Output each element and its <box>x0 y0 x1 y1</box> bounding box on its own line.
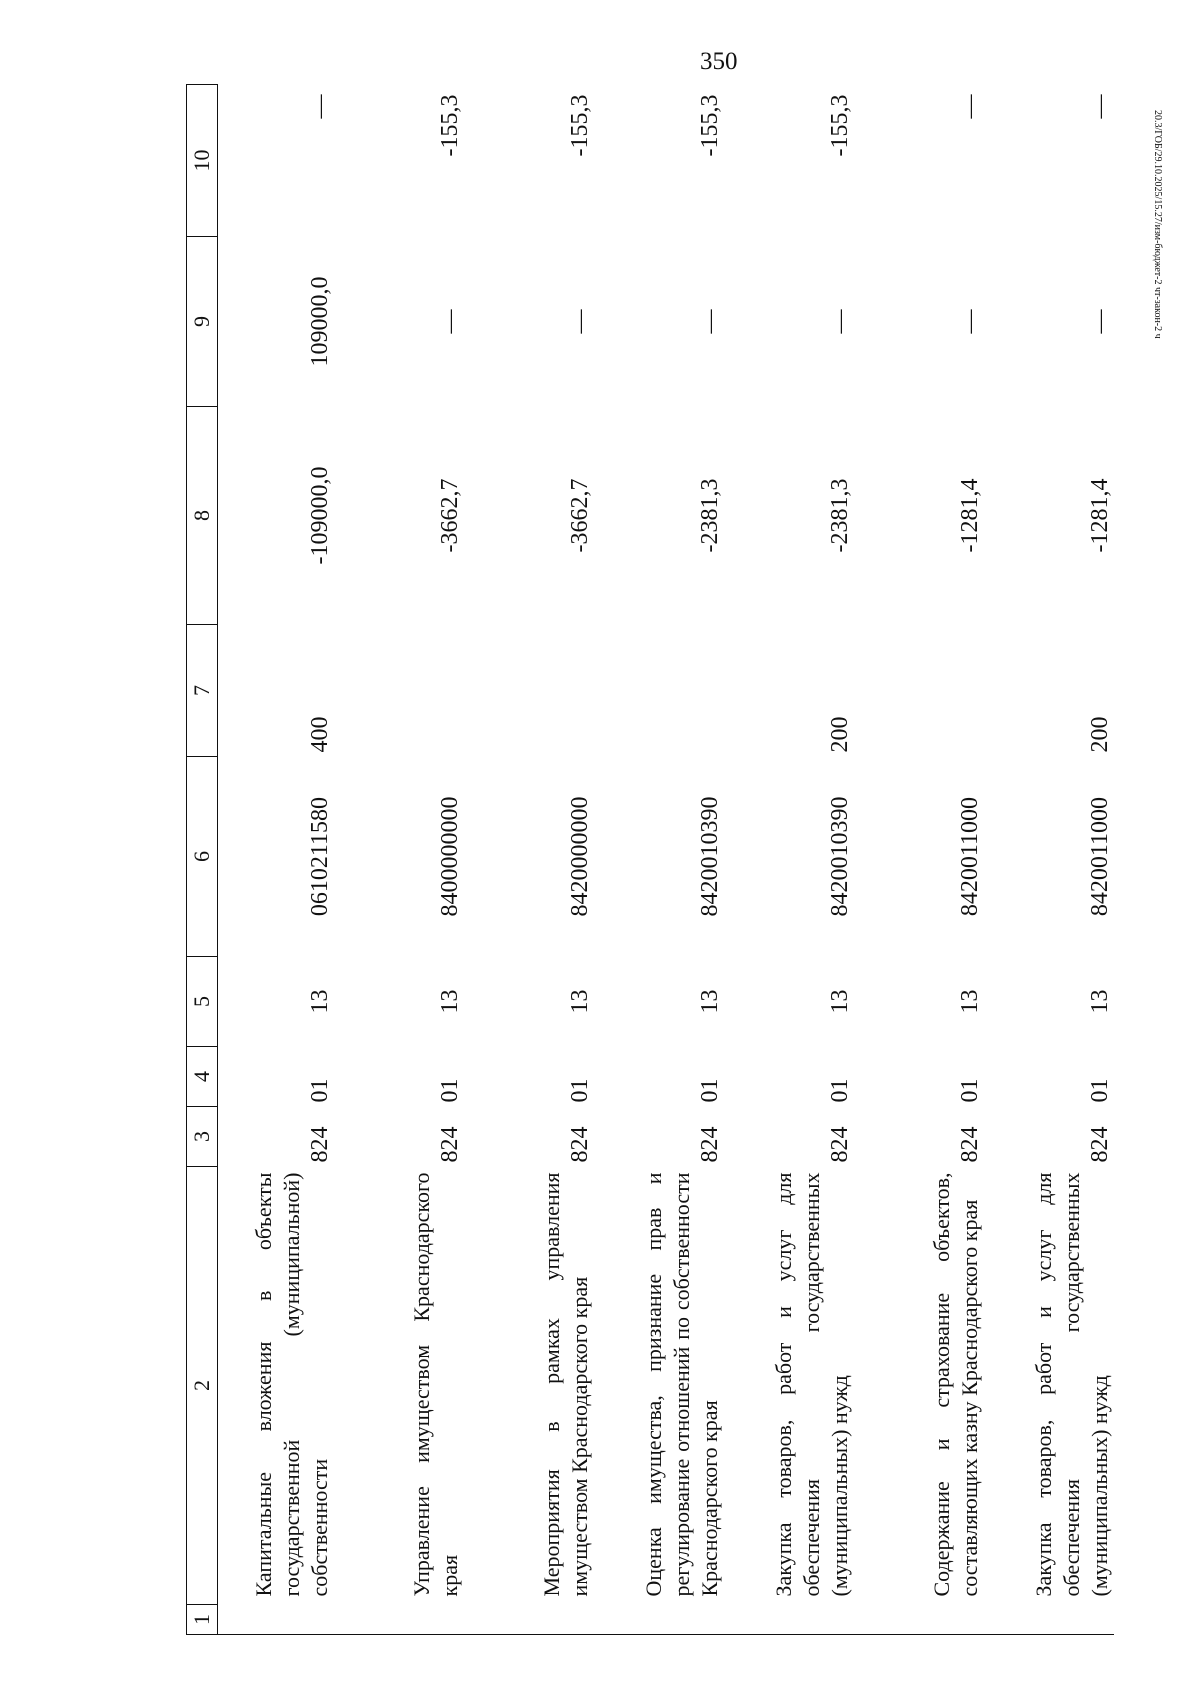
row-description: Капитальные вложения в объекты государственной (муниципальной) собственности <box>250 1172 332 1597</box>
cell-amount-col10: -155,3 <box>436 94 463 157</box>
budget-table <box>186 84 1114 1635</box>
cell-amount-col9: 109000,0 <box>306 276 333 367</box>
cell-amount-col10: -155,3 <box>826 94 853 157</box>
cell-ministry-code: 824 <box>956 1126 983 1163</box>
row-number-cell <box>984 1605 1114 1635</box>
cell-amount-col8: -3662,7 <box>436 478 463 553</box>
cell-amount-col10: — <box>1086 94 1113 119</box>
cell-target-article: 8420000000 <box>566 796 593 917</box>
cell-section-code: 01 <box>956 1078 983 1103</box>
cell-amount-col9: — <box>1086 309 1113 334</box>
cell-amount-col8: -2381,3 <box>696 478 723 553</box>
table-row <box>724 85 854 1635</box>
cell-amount-col9: — <box>956 309 983 334</box>
cell-subsection-code: 13 <box>1086 989 1113 1014</box>
header-col-10: 10 <box>187 85 218 237</box>
header-col-3: 3 <box>187 1107 218 1167</box>
cell-section-code: 01 <box>306 1078 333 1103</box>
cell-expense-type: 200 <box>826 716 853 753</box>
cell-subsection-code: 13 <box>826 989 853 1014</box>
table-row <box>218 85 334 1635</box>
cell-amount-col8: -1281,4 <box>956 478 983 553</box>
cell-amount-col9: — <box>696 309 723 334</box>
cell-section-code: 01 <box>566 1078 593 1103</box>
cell-amount-col8: -3662,7 <box>566 478 593 553</box>
cell-amount-col10: — <box>306 94 333 119</box>
page-number: 350 <box>700 48 738 75</box>
cell-ministry-code: 824 <box>436 1126 463 1163</box>
row-number-cell <box>218 1605 334 1635</box>
cell-subsection-code: 13 <box>436 989 463 1014</box>
cell-subsection-code: 13 <box>306 989 333 1014</box>
row-number-cell <box>594 1605 724 1635</box>
cell-amount-col8: -109000,0 <box>306 466 333 565</box>
header-col-6: 6 <box>187 757 218 957</box>
document-code: 20.3/ГОБ/29.10.2025/15.27/изм-бюджет-2 чт-закон-2 ч <box>1152 110 1163 339</box>
cell-expense-type <box>594 625 724 757</box>
header-row <box>187 85 218 1635</box>
cell-expense-type <box>854 625 984 757</box>
cell-amount-col9: — <box>566 309 593 334</box>
cell-target-article: 8420011000 <box>956 796 983 917</box>
row-description: Содержание и страхование объектов, составляющих казну Краснодарского края <box>928 1172 982 1597</box>
header-col-9: 9 <box>187 237 218 407</box>
cell-ministry-code: 824 <box>826 1126 853 1163</box>
cell-target-article: 8420010390 <box>696 796 723 917</box>
cell-amount-col10: -155,3 <box>566 94 593 157</box>
cell-ministry-code: 824 <box>566 1126 593 1163</box>
cell-section-code: 01 <box>1086 1078 1113 1103</box>
cell-amount-col10: — <box>956 94 983 119</box>
cell-section-code: 01 <box>436 1078 463 1103</box>
table-row <box>464 85 594 1635</box>
table-row <box>854 85 984 1635</box>
cell-expense-type: 200 <box>1086 716 1113 753</box>
row-description: Закупка товаров, работ и услуг для обеспечения государственных (муниципальных) нужд <box>770 1172 852 1597</box>
header-col-8: 8 <box>187 407 218 625</box>
cell-expense-type: 400 <box>306 716 333 753</box>
budget-table-container <box>186 85 1113 1635</box>
cell-ministry-code: 824 <box>306 1126 333 1163</box>
cell-ministry-code: 824 <box>696 1126 723 1163</box>
table-row <box>984 85 1114 1635</box>
header-col-4: 4 <box>187 1047 218 1107</box>
cell-target-article: 8420011000 <box>1086 796 1113 917</box>
row-description: Закупка товаров, работ и услуг для обеспечения государственных (муниципальных) нужд <box>1030 1172 1112 1597</box>
row-description: Мероприятия в рамках управления имуществом Краснодарского края <box>538 1172 592 1597</box>
row-description: Оценка имущества, признание прав и регулирование отношений по собственности Краснодарского края <box>640 1172 722 1597</box>
cell-ministry-code: 824 <box>1086 1126 1113 1163</box>
row-number-cell <box>724 1605 854 1635</box>
table-row <box>334 85 464 1635</box>
cell-target-article: 8420010390 <box>826 796 853 917</box>
cell-subsection-code: 13 <box>566 989 593 1014</box>
row-number-cell <box>854 1605 984 1635</box>
cell-section-code: 01 <box>826 1078 853 1103</box>
header-col-7: 7 <box>187 625 218 757</box>
cell-amount-col9: — <box>436 309 463 334</box>
header-col-5: 5 <box>187 957 218 1047</box>
header-col-2: 2 <box>187 1167 218 1605</box>
row-description: Управление имуществом Краснодарского края <box>408 1172 462 1597</box>
cell-section-code: 01 <box>696 1078 723 1103</box>
cell-expense-type <box>464 625 594 757</box>
row-number-cell <box>334 1605 464 1635</box>
cell-amount-col8: -1281,4 <box>1086 478 1113 553</box>
cell-target-article: 8400000000 <box>436 796 463 917</box>
cell-target-article: 0610211580 <box>306 796 333 917</box>
cell-amount-col10: -155,3 <box>696 94 723 157</box>
cell-amount-col8: -2381,3 <box>826 478 853 553</box>
cell-subsection-code: 13 <box>696 989 723 1014</box>
cell-amount-col9: — <box>826 309 853 334</box>
cell-expense-type <box>334 625 464 757</box>
cell-subsection-code: 13 <box>956 989 983 1014</box>
row-number-cell <box>464 1605 594 1635</box>
table-row <box>594 85 724 1635</box>
table-header <box>187 85 218 1635</box>
header-col-1: 1 <box>187 1605 218 1635</box>
table-body <box>218 85 1114 1635</box>
